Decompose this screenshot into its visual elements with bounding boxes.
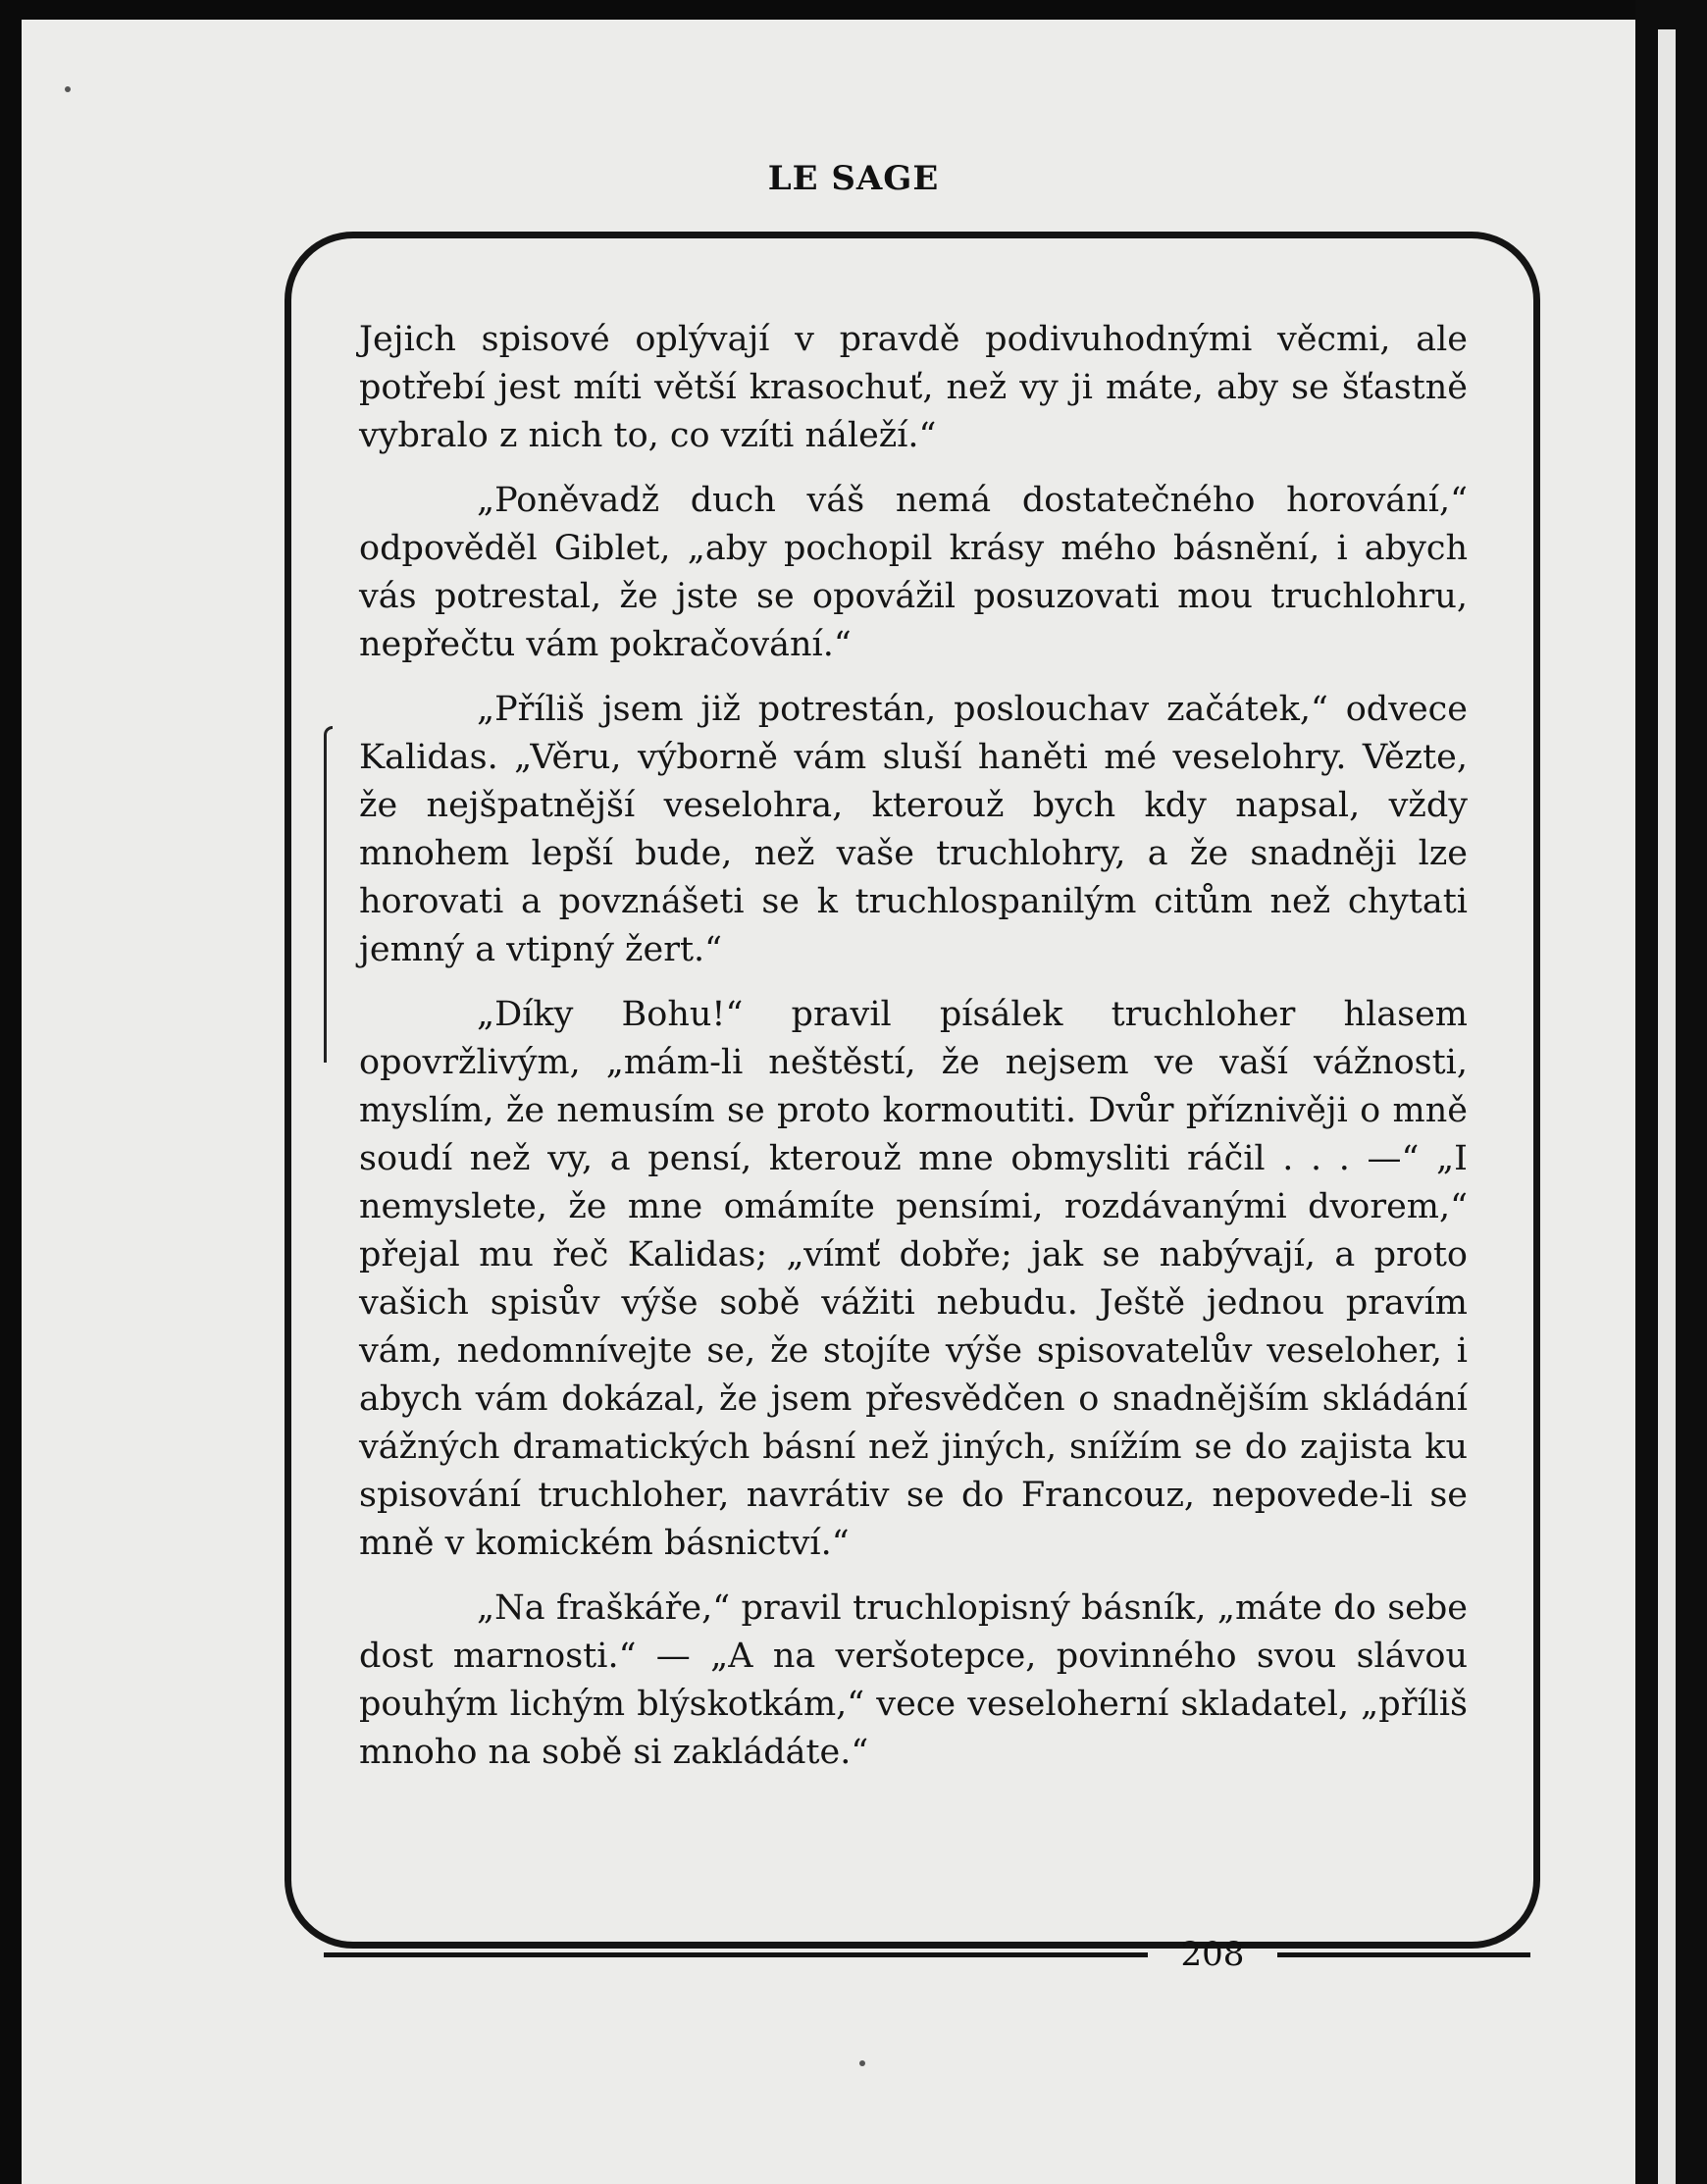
speck bbox=[65, 86, 71, 92]
speck bbox=[859, 2060, 865, 2066]
paragraph: Jejich spisové oplývají v pravdě podivuhodnými věcmi, ale potřebí jest míti větší krasochuť, než vy ji máte, aby se šťastně vybralo z nich to, co vzíti náleží.“ bbox=[359, 320, 1468, 455]
footer-rule-right bbox=[1277, 1952, 1530, 1957]
body-text bbox=[359, 316, 1468, 1794]
page-number: 208 bbox=[1180, 1935, 1245, 1974]
footer-rule-left bbox=[324, 1952, 1148, 1957]
paragraph: „Poněvadž duch váš nemá dostatečného horování,“ odpověděl Giblet, „aby pochopil krásy mého básnění, i abych vás potrestal, že jste se opovážil posuzovati mou truchlohru, nepřečtu vám pokračování.“ bbox=[359, 481, 1468, 664]
next-page-edge bbox=[1658, 29, 1676, 2184]
paragraph: „Na fraškáře,“ pravil truchlopisný básník, „máte do sebe dost marnosti.“ — „A na veršotepce, povinného svou slávou pouhým lichým blýskotkám,“ vece veseloherní skladatel, „příliš mnoho na sobě si zakládáte.“ bbox=[359, 1588, 1468, 1772]
paragraph: „Díky Bohu!“ pravil písálek truchloher hlasem opovržlivým, „mám-li neštěstí, že nejsem ve vaší vážnosti, myslím, že nemusím se proto kormoutiti. Dvůr příznivěji o mně soudí než vy, a pensí, kterouž mne obmysliti ráčil . . . —“ „I nemyslete, že mne omámíte pensími, rozdávanými dvorem,“ přejal mu řeč Kalidas; „vímť dobře; jak se nabývají, a proto vašich spisův výše sobě vážiti nebudu. Ještě jednou pravím vám, nedomnívejte se, že stojíte výše spisovatelův veseloher, i abych vám dokázal, že jsem přesvědčen o snadnějším skládání vážných dramatických básní než jiných, snížím se do zajista ku spisování truchloher, navrátiv se do Francouz, nepovede-li se mně v komickém básnictví.“ bbox=[359, 995, 1468, 1563]
paragraph: „Příliš jsem již potrestán, poslouchav začátek,“ odvece Kalidas. „Věru, výborně vám sluší haněti mé veselohry. Vězte, že nejšpatnější veselohra, kterouž bych kdy napsal, vždy mnohem lepší bude, než vaše truchlohry, a že snadněji lze horovati a povznášeti se k truchlospanilým citům než chytati jemný a vtipný žert.“ bbox=[359, 690, 1468, 969]
page-footer bbox=[284, 1935, 1540, 1974]
running-header: LE SAGE bbox=[767, 159, 940, 198]
margin-pencil-mark bbox=[324, 726, 333, 1063]
